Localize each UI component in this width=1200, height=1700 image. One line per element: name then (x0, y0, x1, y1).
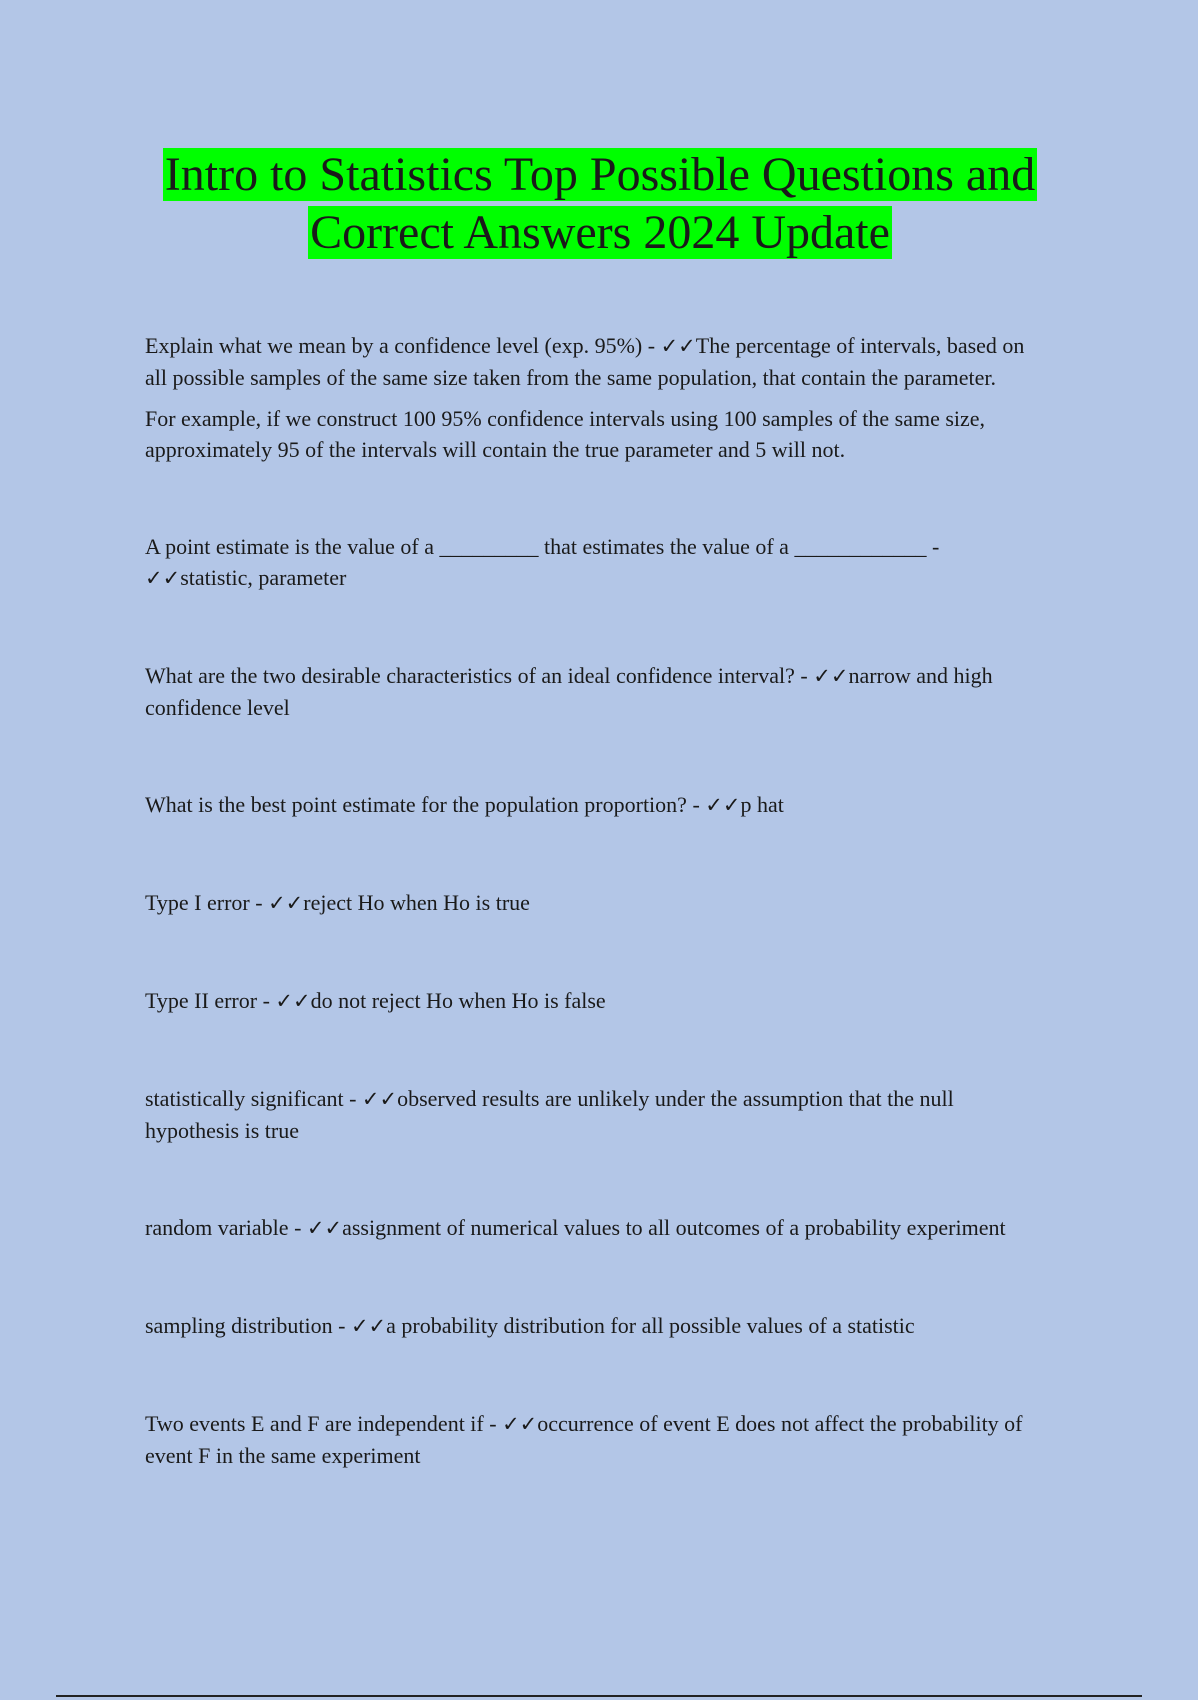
question-text: random variable (145, 1215, 289, 1240)
question-text: What are the two desirable characteristics of an ideal confidence interval? (145, 663, 795, 688)
double-check-icon: ✓✓ (705, 793, 741, 817)
answer-text: assignment of numerical values to all outcomes of a probability experiment (342, 1215, 1006, 1240)
qa-item (145, 1310, 1045, 1342)
double-check-icon: ✓✓ (306, 1216, 343, 1240)
qa-paragraph (145, 985, 1045, 1017)
qa-paragraph (145, 1310, 1045, 1342)
qa-item (145, 1083, 1045, 1146)
double-check-icon: ✓✓ (268, 891, 304, 915)
qa-item (145, 660, 1045, 723)
answer-text: do not reject Ho when Ho is false (310, 988, 606, 1013)
answer-text: narrow and high confidence level (145, 663, 993, 720)
separator: - (483, 1411, 503, 1436)
separator: - (288, 1215, 307, 1240)
double-check-icon: ✓✓ (502, 1412, 538, 1436)
separator: - (249, 890, 269, 915)
question-text: Explain what we mean by a confidence level (exp. 95%) (145, 333, 643, 358)
qa-item (145, 985, 1045, 1017)
title-line-1: Intro to Statistics Top Possible Questions and (164, 148, 1036, 201)
qa-paragraph (145, 1212, 1045, 1244)
answer-text: a probability distribution for all possible values of a statistic (386, 1313, 915, 1338)
double-check-icon: ✓✓ (350, 1314, 387, 1338)
question-text: A point estimate is the value of a _________ that estimates the value of a ____________ (145, 534, 927, 559)
double-check-icon: ✓✓ (145, 566, 181, 590)
qa-item (145, 1212, 1045, 1244)
question-text: Type I error (145, 890, 250, 915)
question-text: Type II error (145, 988, 258, 1013)
separator: - (343, 1086, 362, 1111)
qa-list (145, 330, 1045, 1471)
answer-text: occurrence of event E does not affect the probability of event F in the same experiment (145, 1411, 1023, 1468)
qa-item (145, 531, 1045, 594)
answer-text: p hat (740, 792, 784, 817)
qa-paragraph (145, 887, 1045, 919)
qa-item (145, 887, 1045, 919)
qa-item (145, 330, 1045, 465)
bottom-divider (56, 1695, 1142, 1697)
qa-paragraph (145, 1408, 1045, 1471)
answer-example: For example, if we construct 100 95% confidence intervals using 100 samples of the same size, approximately 95 of the intervals will contain the true parameter and 5 will not. (145, 406, 986, 462)
qa-paragraph (145, 789, 1045, 821)
answer-text: The percentage of intervals, based on all possible samples of the same size taken from the same population, that contain the parameter. (145, 333, 1025, 390)
qa-paragraph (145, 1083, 1045, 1146)
separator: - (926, 534, 940, 559)
document-title (100, 146, 1100, 262)
answer-text: statistic, parameter (180, 565, 347, 590)
answer-text: reject Ho when Ho is true (303, 890, 530, 915)
double-check-icon: ✓✓ (813, 664, 849, 688)
separator: - (642, 333, 661, 358)
question-text: statistically significant (145, 1086, 344, 1111)
qa-item (145, 1408, 1045, 1471)
separator: - (332, 1313, 351, 1338)
qa-paragraph (145, 531, 1045, 594)
question-text: Two events E and F are independent if (145, 1411, 484, 1436)
double-check-icon: ✓✓ (275, 989, 311, 1013)
answer-text: observed results are unlikely under the assumption that the null hypothesis is true (145, 1086, 954, 1143)
qa-paragraph (145, 330, 1045, 393)
title-line-2: Correct Answers 2024 Update (310, 206, 890, 259)
double-check-icon: ✓✓ (361, 1087, 398, 1111)
question-text: sampling distribution (145, 1313, 333, 1338)
question-text: What is the best point estimate for the population proportion? (145, 792, 687, 817)
separator: - (794, 663, 814, 688)
separator: - (257, 988, 276, 1013)
qa-paragraph (145, 660, 1045, 723)
double-check-icon: ✓✓ (660, 334, 696, 358)
separator: - (686, 792, 706, 817)
qa-item (145, 789, 1045, 821)
